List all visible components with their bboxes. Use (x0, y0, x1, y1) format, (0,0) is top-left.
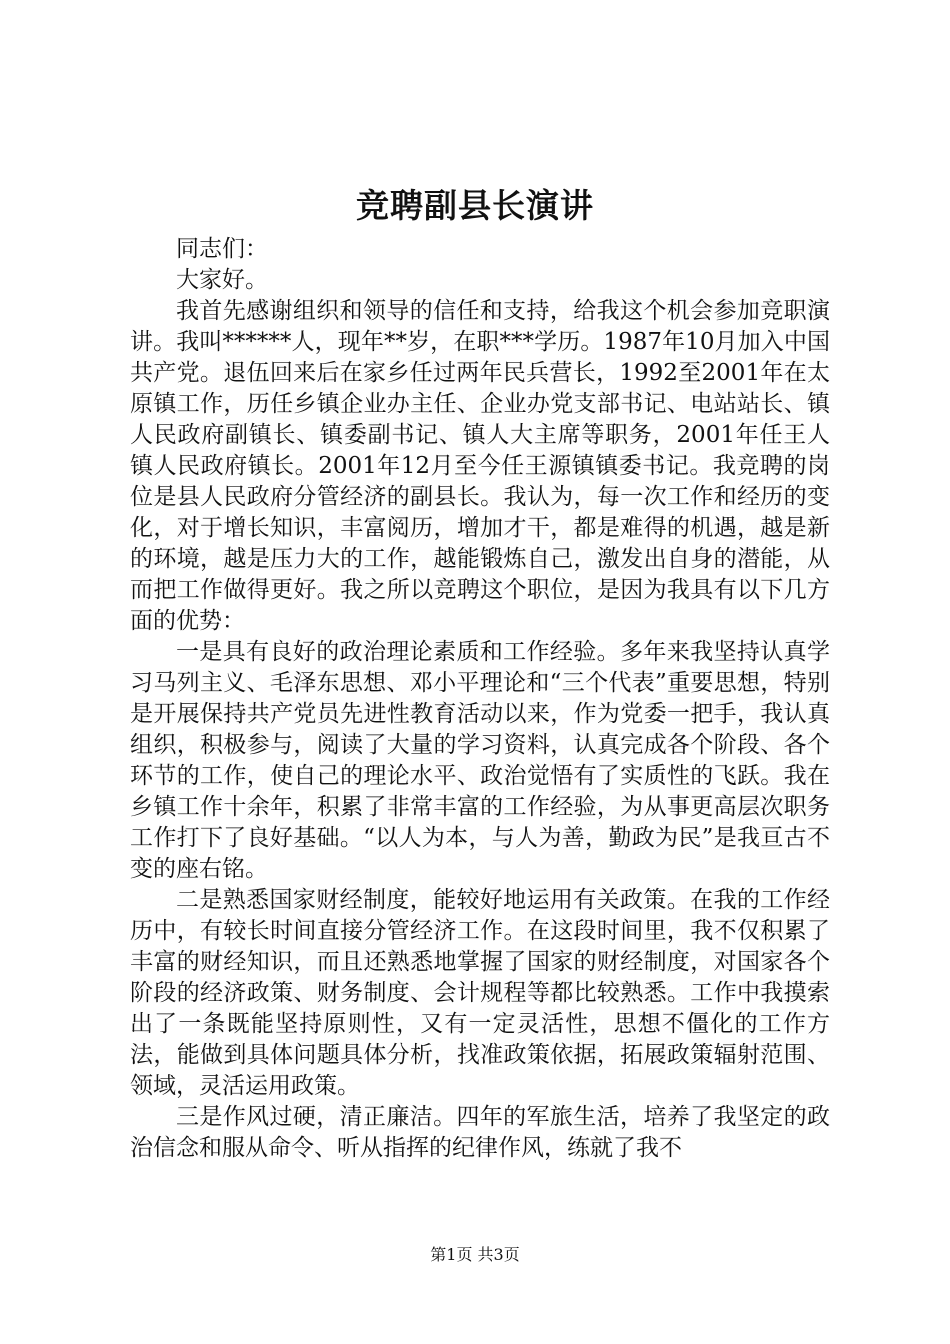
page-footer: 第1页 共3页 (430, 1245, 520, 1264)
document-title: 竞聘副县长演讲 (356, 186, 594, 225)
document-body (130, 234, 830, 1164)
paragraph-advantage-1: 一是具有良好的政治理论素质和工作经验。多年来我坚持认真学习马列主义、毛泽东思想、邓小平理论和“三个代表”重要思想，特别是开展保持共产党员先进性教育活动以来，作为党委一把手，我认真组织，积极参与，阅读了大量的学习资料，认真完成各个阶段、各个环节的工作，使自己的理论水平、政治觉悟有了实质性的飞跃。我在乡镇工作十余年，积累了非常丰富的工作经验，为从事更高层次职务工作打下了良好基础。“以人为本，与人为善，勤政为民”是我亘古不变的座右铭。 (130, 639, 830, 882)
salutation: 同志们： (176, 236, 268, 262)
paragraph-intro: 我首先感谢组织和领导的信任和支持，给我这个机会参加竞职演讲。我叫******人，现年**岁，在职***学历。1987年10月加入中国共产党。退伍回来后在家乡任过两年民兵营长，1992至2001年在太原镇工作，历任乡镇企业办主任、企业办党支部书记、电站站长、镇人民政府副镇长、镇委副书记、镇人大主席等职务，2001年任王人镇人民政府镇长。2001年12月至今任王源镇镇委书记。我竞聘的岗位是县人民政府分管经济的副县长。我认为，每一次工作和经历的变化，对于增长知识，丰富阅历，增加才干，都是难得的机遇，越是新的环境，越是压力大的工作，越能锻炼自己，激发出自身的潜能，从而把工作做得更好。我之所以竞聘这个职位，是因为我具有以下几方面的优势： (130, 298, 830, 634)
greeting: 大家好。 (176, 267, 268, 293)
paragraph-advantage-2: 二是熟悉国家财经制度，能较好地运用有关政策。在我的工作经历中，有较长时间直接分管经济工作。在这段时间里，我不仅积累了丰富的财经知识，而且还熟悉地掌握了国家的财经制度，对国家各个阶段的经济政策、财务制度、会计规程等都比较熟悉。工作中我摸索出了一条既能坚持原则性，又有一定灵活性，思想不僵化的工作方法，能做到具体问题具体分析，找准政策依据，拓展政策辐射范围、领域，灵活运用政策。 (130, 887, 830, 1099)
paragraph-advantage-3: 三是作风过硬，清正廉洁。四年的军旅生活，培养了我坚定的政治信念和服从命令、听从指挥的纪律作风，练就了我不 (130, 1104, 830, 1161)
